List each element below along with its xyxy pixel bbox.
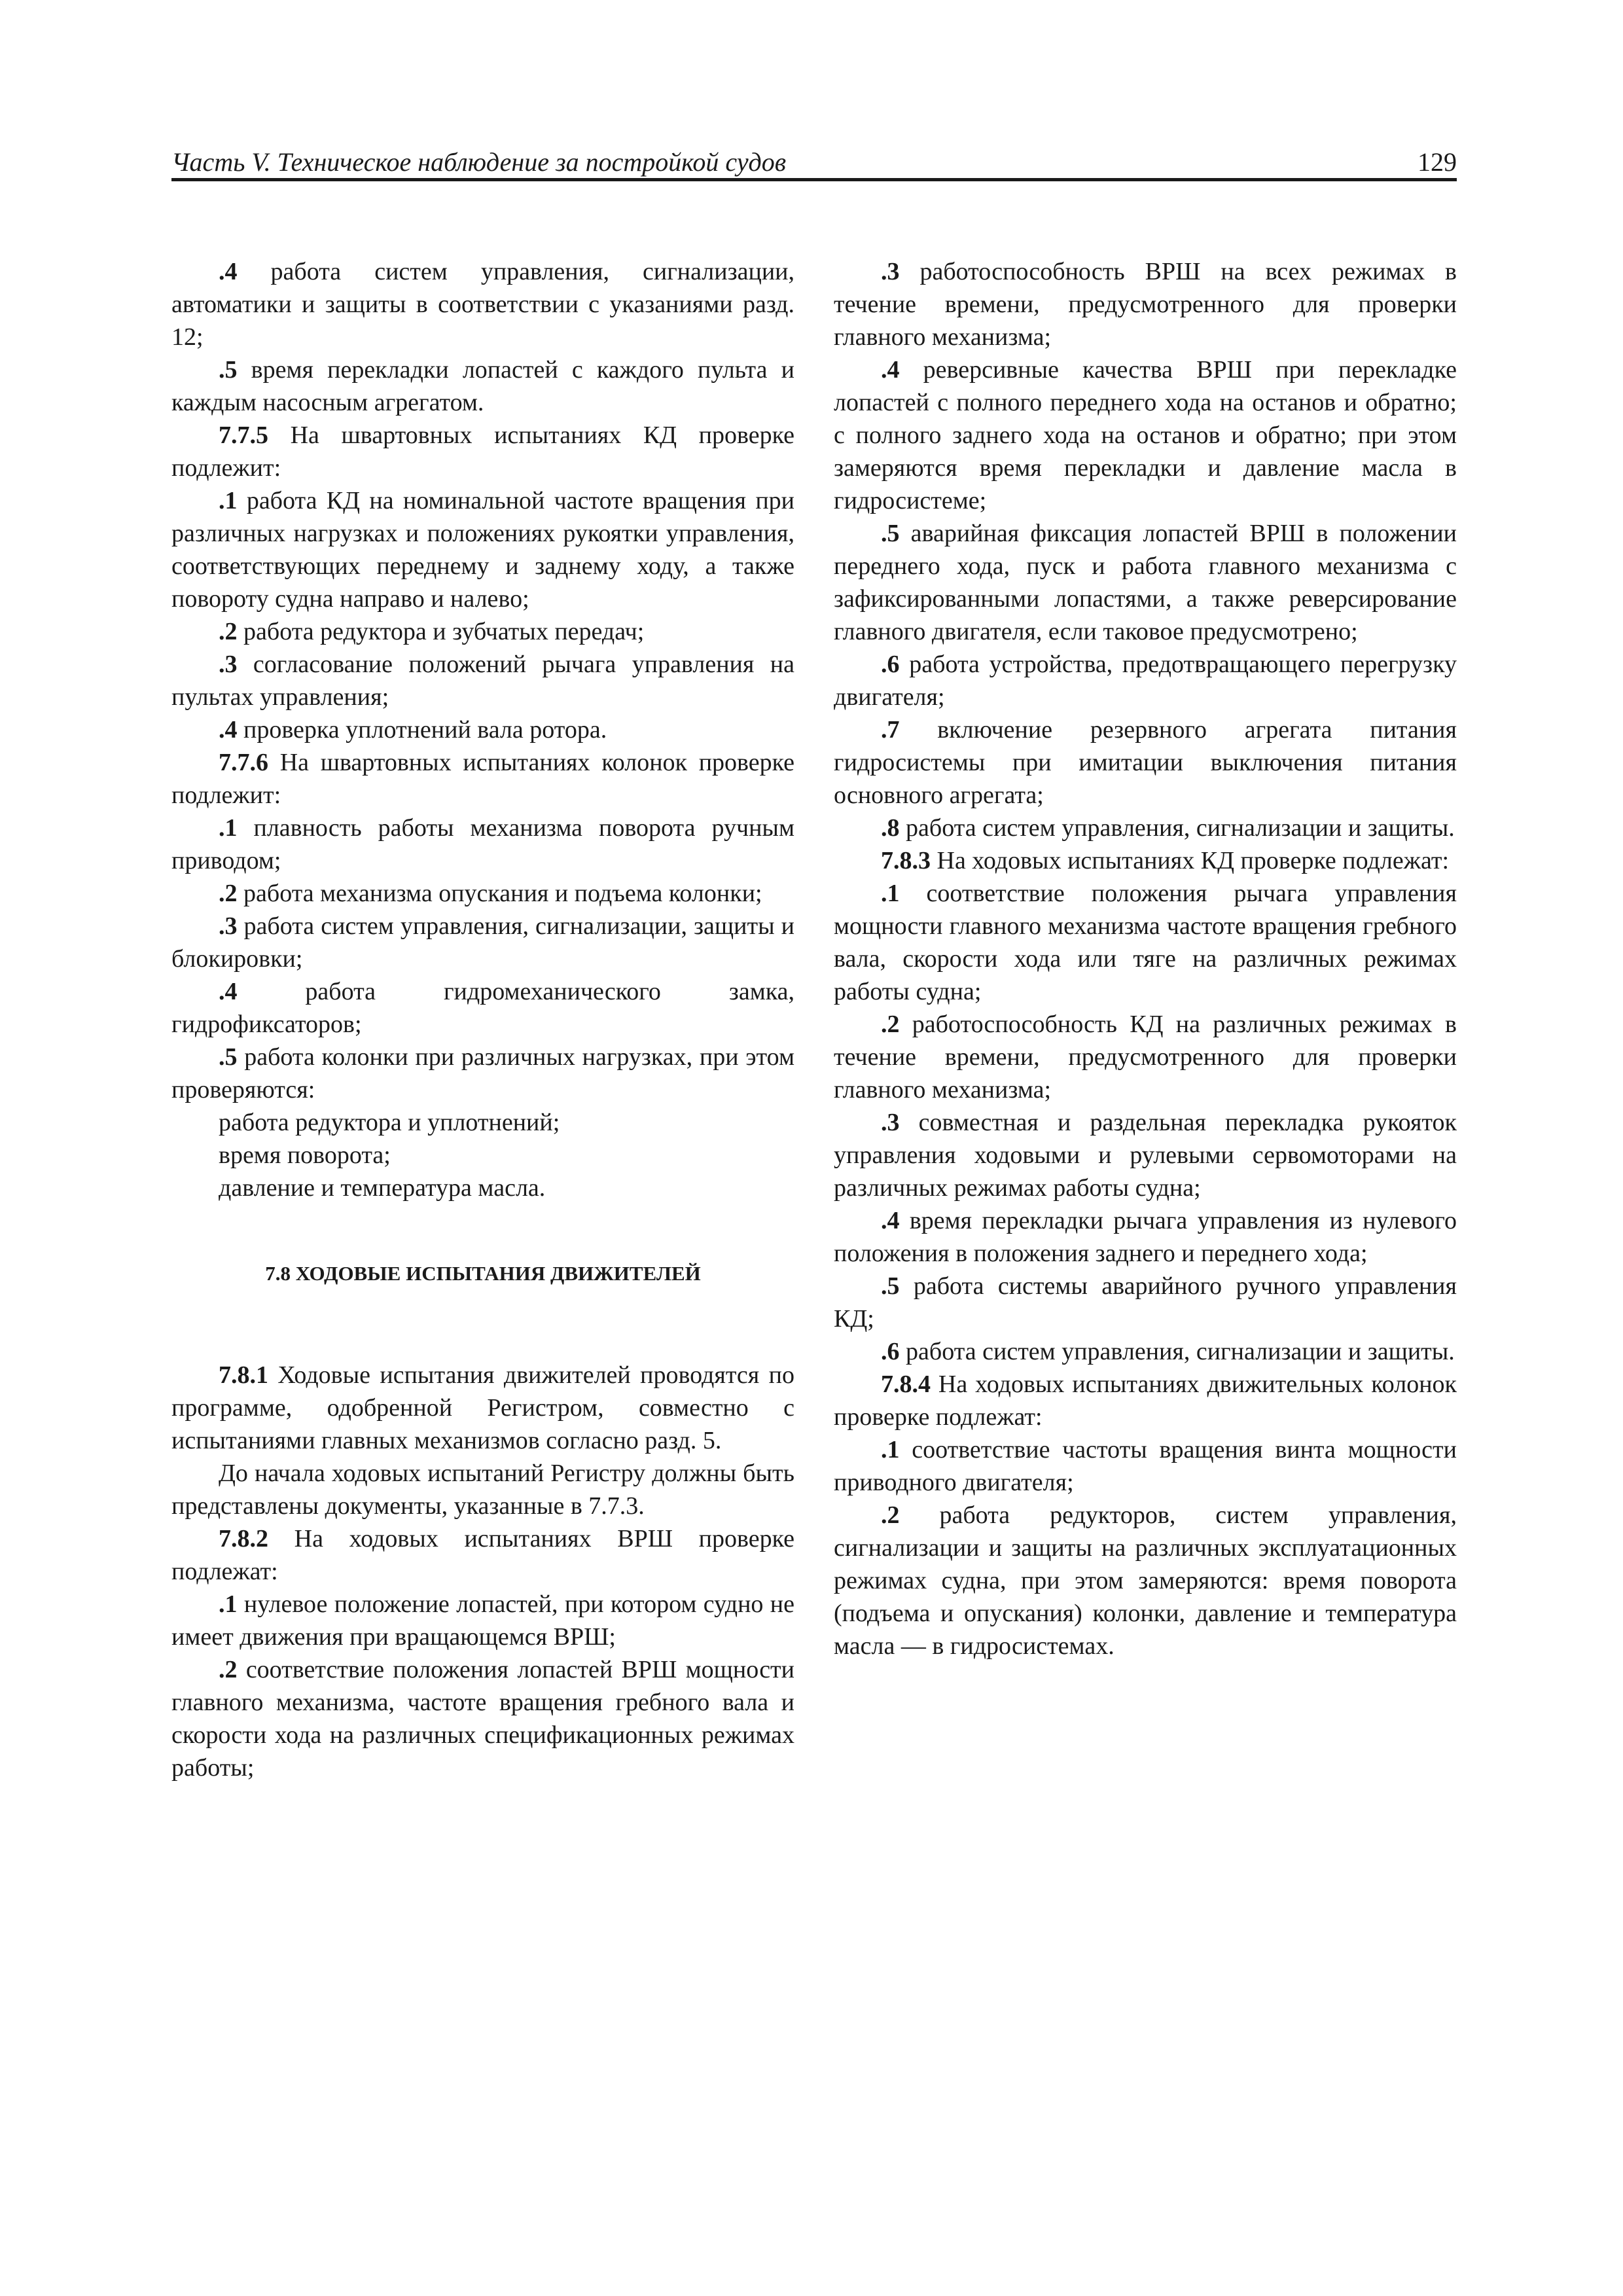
paragraph-text: На швартовных испытаниях колонок проверке подлежит:	[171, 749, 794, 809]
clause-number: .5	[219, 356, 238, 384]
paragraph	[834, 877, 1457, 1008]
clause-number: 7.8.3	[881, 847, 931, 874]
paragraph-text: время поворота;	[219, 1141, 391, 1169]
paragraph	[171, 975, 794, 1041]
paragraph-text: работа колонки при различных нагрузках, при этом проверяются:	[171, 1043, 794, 1103]
left-column-paragraphs-after-heading	[171, 1359, 794, 1784]
paragraph	[171, 746, 794, 812]
clause-number: .4	[219, 716, 238, 744]
section-heading: 7.8 ХОДОВЫЕ ИСПЫТАНИЯ ДВИЖИТЕЛЕЙ	[265, 1262, 701, 1285]
paragraph-text: работа систем управления, сигнализации, защиты и блокировки;	[171, 912, 794, 973]
paragraph	[834, 648, 1457, 713]
paragraph-text: работа системы аварийного ручного управления КД;	[834, 1272, 1457, 1333]
clause-number: .1	[219, 487, 238, 514]
paragraph	[171, 419, 794, 484]
paragraph-text: давление и температура масла.	[219, 1174, 546, 1202]
clause-number: .2	[219, 880, 238, 907]
paragraph	[834, 1204, 1457, 1270]
clause-number: 7.7.5	[219, 422, 268, 449]
paragraph	[834, 353, 1457, 517]
paragraph-text: работа механизма опускания и подъема колонки;	[237, 880, 762, 907]
paragraph-text: работа редукторов, систем управления, сигнализации и защиты на различных эксплуатационных режимах судна, при этом замеряются: время поворота (подъема и опускания) колонки, давление и температура масла — в гидросистемах.	[834, 1501, 1457, 1660]
paragraph-text: работа устройства, предотвращающего перегрузку двигателя;	[834, 651, 1457, 711]
paragraph	[834, 1433, 1457, 1499]
clause-number: .2	[881, 1501, 900, 1529]
paragraph	[171, 1041, 794, 1106]
paragraph	[834, 713, 1457, 812]
paragraph	[834, 255, 1457, 353]
paragraph	[171, 812, 794, 877]
clause-number: .3	[219, 651, 238, 678]
clause-number: 7.8.1	[219, 1361, 268, 1389]
clause-number: .6	[881, 1338, 900, 1365]
paragraph-text: работа редуктора и зубчатых передач;	[237, 618, 645, 645]
clause-number: .4	[881, 356, 900, 384]
clause-number: .3	[881, 258, 900, 285]
clause-number: .4	[881, 1207, 900, 1234]
paragraph	[171, 1653, 794, 1784]
paragraph-text: работа систем управления, сигнализации и защиты.	[899, 814, 1455, 842]
paragraph	[171, 648, 794, 713]
paragraph	[171, 910, 794, 975]
paragraph-text: работа редуктора и уплотнений;	[219, 1109, 560, 1136]
clause-number: .3	[881, 1109, 900, 1136]
paragraph	[171, 1172, 794, 1204]
paragraph	[171, 1359, 794, 1457]
clause-number: .4	[219, 258, 238, 285]
clause-number: .1	[881, 880, 900, 907]
right-column	[834, 255, 1457, 1662]
page-header	[171, 139, 1457, 181]
paragraph	[171, 1457, 794, 1522]
left-column-paragraphs	[171, 255, 794, 1204]
paragraph-text: работоспособность КД на различных режимах в течение времени, предусмотренного для проверки главного механизма;	[834, 1011, 1457, 1103]
clause-number: .6	[881, 651, 900, 678]
clause-number: 7.7.6	[219, 749, 268, 776]
paragraph-text: Ходовые испытания движителей проводятся по программе, одобренной Регистром, совместно с испытаниями главных механизмов согласно разд. 5.	[171, 1361, 794, 1454]
paragraph	[171, 255, 794, 353]
paragraph-text: реверсивные качества ВРШ при перекладке лопастей с полного переднего хода на останов и обратно; с полного заднего хода на останов и обратно; при этом замеряются время перекладки и давление масла в гидросистеме;	[834, 356, 1457, 514]
clause-number: .4	[219, 978, 238, 1005]
right-column-paragraphs	[834, 255, 1457, 1662]
paragraph	[834, 1499, 1457, 1662]
paragraph	[171, 484, 794, 615]
paragraph	[171, 877, 794, 910]
paragraph-text: На ходовых испытаниях ВРШ проверке подлежат:	[171, 1525, 794, 1585]
paragraph-text: проверка уплотнений вала ротора.	[237, 716, 607, 744]
paragraph	[171, 1522, 794, 1588]
paragraph-text: совместная и раздельная перекладка рукояток управления ходовыми и рулевыми сервомоторами на различных режимах работы судна;	[834, 1109, 1457, 1202]
paragraph-text: время перекладки рычага управления из нулевого положения в положения заднего и переднего хода;	[834, 1207, 1457, 1267]
clause-number: .2	[219, 618, 238, 645]
paragraph-text: работа систем управления, сигнализации и защиты.	[899, 1338, 1455, 1365]
paragraph	[834, 812, 1457, 844]
clause-number: .1	[219, 1590, 238, 1618]
paragraph-text: На ходовых испытаниях КД проверке подлежат:	[931, 847, 1450, 874]
paragraph-text: включение резервного агрегата питания гидросистемы при имитации выключения питания основного агрегата;	[834, 716, 1457, 809]
paragraph-text: работа систем управления, сигнализации, автоматики и защиты в соответствии с указаниями разд. 12;	[171, 258, 794, 351]
paragraph	[171, 353, 794, 419]
paragraph-text: соответствие положения рычага управления мощности главного механизма частоте вращения гребного вала, скорости хода или тяге на различных режимах работы судна;	[834, 880, 1457, 1005]
clause-number: 7.8.4	[881, 1371, 931, 1398]
clause-number: .7	[881, 716, 900, 744]
paragraph	[834, 1270, 1457, 1335]
page-number: 129	[1418, 147, 1457, 177]
paragraph-text: До начала ходовых испытаний Регистру должны быть представлены документы, указанные в 7.7.3.	[171, 1460, 794, 1520]
paragraph	[171, 1106, 794, 1139]
clause-number: .3	[219, 912, 238, 940]
clause-number: .5	[881, 1272, 900, 1300]
running-title: Часть V. Техническое наблюдение за постройкой судов	[171, 147, 787, 177]
paragraph	[171, 1139, 794, 1172]
paragraph	[834, 1335, 1457, 1368]
paragraph	[834, 1368, 1457, 1433]
paragraph-text: работа КД на номинальной частоте вращения при различных нагрузках и положениях рукоятки управления, соответствующих переднему и заднему ходу, а также повороту судна направо и налево;	[171, 487, 794, 613]
left-column	[171, 255, 794, 1784]
clause-number: .1	[219, 814, 238, 842]
paragraph	[834, 844, 1457, 877]
paragraph-text: время перекладки лопастей с каждого пульта и каждым насосным агрегатом.	[171, 356, 794, 416]
clause-number: .8	[881, 814, 900, 842]
clause-number: .5	[881, 520, 900, 547]
paragraph	[834, 1008, 1457, 1106]
paragraph-text: На швартовных испытаниях КД проверке подлежит:	[171, 422, 794, 482]
clause-number: .1	[881, 1436, 900, 1463]
paragraph-text: работоспособность ВРШ на всех режимах в течение времени, предусмотренного для проверки главного механизма;	[834, 258, 1457, 351]
paragraph	[171, 1588, 794, 1653]
paragraph	[171, 713, 794, 746]
paragraph-text: нулевое положение лопастей, при котором судно не имеет движения при вращающемся ВРШ;	[171, 1590, 794, 1651]
clause-number: .2	[219, 1656, 238, 1683]
paragraph-text: работа гидромеханического замка, гидрофиксаторов;	[171, 978, 794, 1038]
clause-number: 7.8.2	[219, 1525, 268, 1552]
clause-number: .2	[881, 1011, 900, 1038]
paragraph	[834, 1106, 1457, 1204]
paragraph-text: аварийная фиксация лопастей ВРШ в положении переднего хода, пуск и работа главного механизма с зафиксированными лопастями, а также реверсирование главного двигателя, если таковое предусмотрено;	[834, 520, 1457, 645]
paragraph-text: согласование положений рычага управления на пультах управления;	[171, 651, 794, 711]
clause-number: .5	[219, 1043, 238, 1071]
paragraph-text: соответствие частоты вращения винта мощности приводного двигателя;	[834, 1436, 1457, 1496]
paragraph-text: плавность работы механизма поворота ручным приводом;	[171, 814, 794, 874]
paragraph-text: На ходовых испытаниях движительных колонок проверке подлежат:	[834, 1371, 1457, 1431]
paragraph	[171, 615, 794, 648]
paragraph	[834, 517, 1457, 648]
paragraph-text: соответствие положения лопастей ВРШ мощности главного механизма, частоте вращения гребного вала и скорости хода на различных спецификационных режимах работы;	[171, 1656, 794, 1782]
